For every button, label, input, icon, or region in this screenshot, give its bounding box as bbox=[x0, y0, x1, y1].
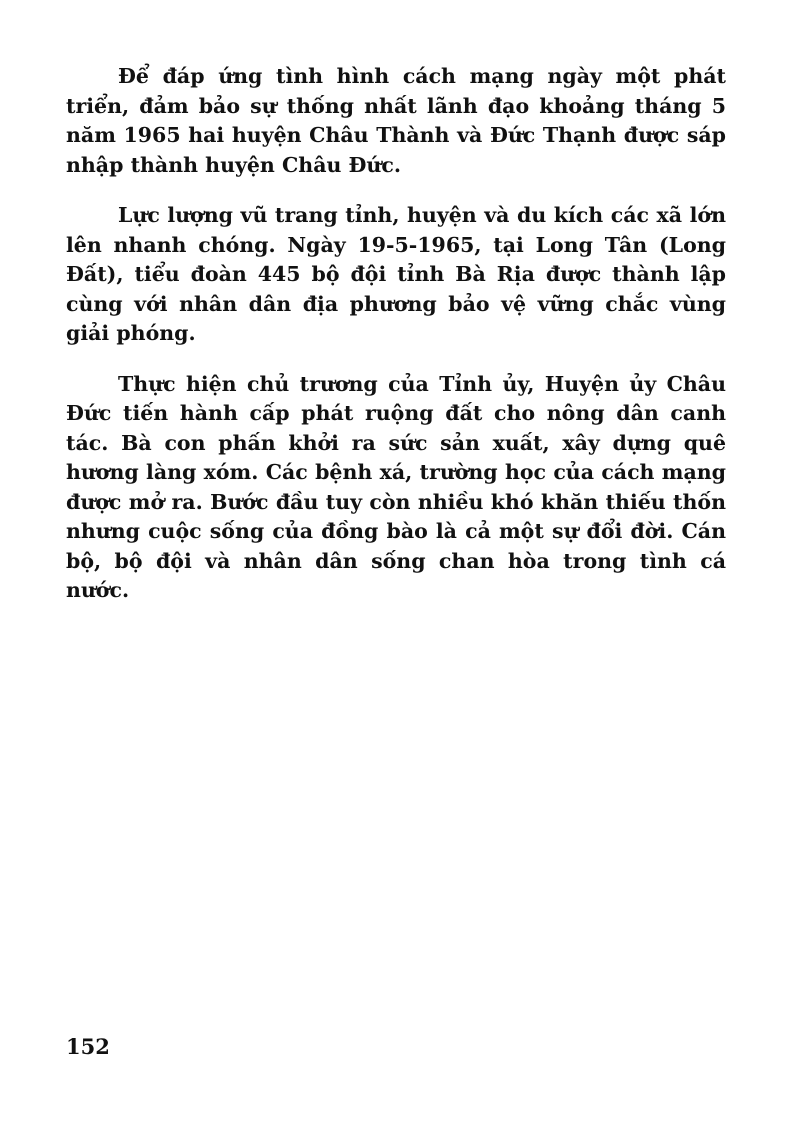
paragraph-1: Để đáp ứng tình hình cách mạng ngày một phát triển, đảm bảo sự thống nhất lãnh đạo khoảng tháng 5 năm 1965 hai huyện Châu Thành và Đức Thạnh được sáp nhập thành huyện Châu Đức. bbox=[66, 64, 726, 177]
paragraph-3: Thực hiện chủ trương của Tỉnh ủy, Huyện ủy Châu Đức tiến hành cấp phát ruộng đất cho nông dân canh tác. Bà con phấn khởi ra sức sản xuất, xây dựng quê hương làng xóm. Các bệnh xá, trường học của cách mạng được mở ra. Bước đầu tuy còn nhiều khó khăn thiếu thốn nhưng cuộc sống của đồng bào là cả một sự đổi đời. Cán bộ, bộ đội và nhân dân sống chan hòa trong tình cá nước. bbox=[66, 371, 726, 602]
page-number: 152 bbox=[66, 1034, 110, 1059]
body-text bbox=[66, 62, 726, 606]
paragraph-2: Lực lượng vũ trang tỉnh, huyện và du kích các xã lớn lên nhanh chóng. Ngày 19-5-1965, tại Long Tân (Long Đất), tiểu đoàn 445 bộ đội tỉnh Bà Rịa được thành lập cùng với nhân dân địa phương bảo vệ vững chắc vùng giải phóng. bbox=[66, 203, 726, 345]
